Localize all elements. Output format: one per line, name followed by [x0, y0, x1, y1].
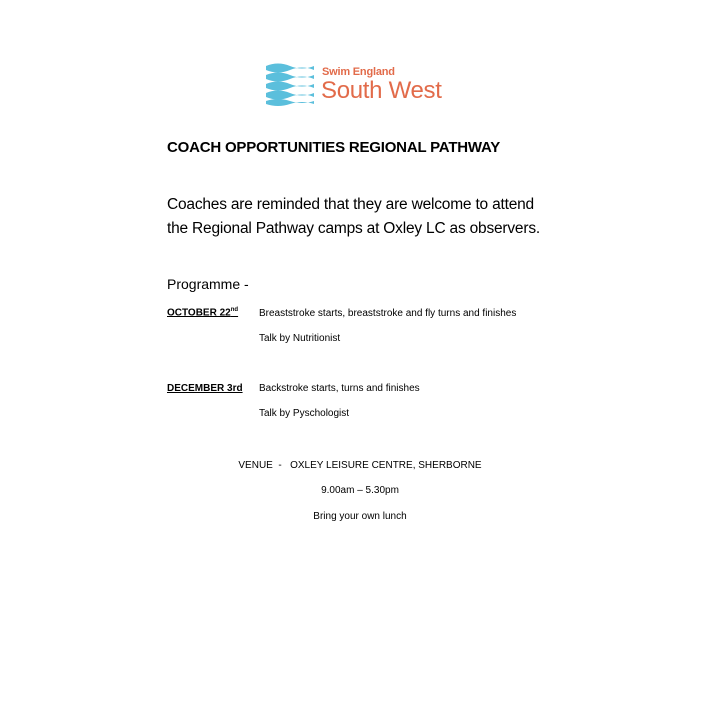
intro-line-2: the Regional Pathway camps at Oxley LC as observers.	[167, 220, 540, 237]
swim-england-logo	[264, 60, 464, 106]
session-date-october	[167, 307, 238, 318]
logo-large-text: South West	[321, 77, 442, 104]
session-date-text: DECEMBER 3rd	[167, 383, 243, 394]
wave-icon	[264, 60, 316, 106]
time-line: 9.00am – 5.30pm	[321, 485, 399, 496]
session-date-december	[167, 383, 243, 394]
session-activity-october: Breaststroke starts, breaststroke and fly turns and finishes	[259, 308, 517, 319]
venue-line: VENUE - OXLEY LEISURE CENTRE, SHERBORNE	[238, 460, 482, 471]
programme-label: Programme -	[167, 276, 249, 292]
intro-line-1: Coaches are reminded that they are welcome to attend	[167, 196, 534, 213]
intro-paragraph	[167, 193, 540, 241]
lunch-line: Bring your own lunch	[313, 511, 407, 522]
session-talk-october: Talk by Nutritionist	[259, 333, 341, 344]
logo-small-text: Swim England	[322, 66, 395, 78]
page-title: COACH OPPORTUNITIES REGIONAL PATHWAY	[167, 139, 501, 156]
session-talk-december: Talk by Pyschologist	[259, 408, 350, 419]
session-activity-december: Backstroke starts, turns and finishes	[259, 383, 420, 394]
session-date-text: OCTOBER 22	[167, 307, 231, 319]
session-date-suffix: nd	[230, 307, 239, 313]
